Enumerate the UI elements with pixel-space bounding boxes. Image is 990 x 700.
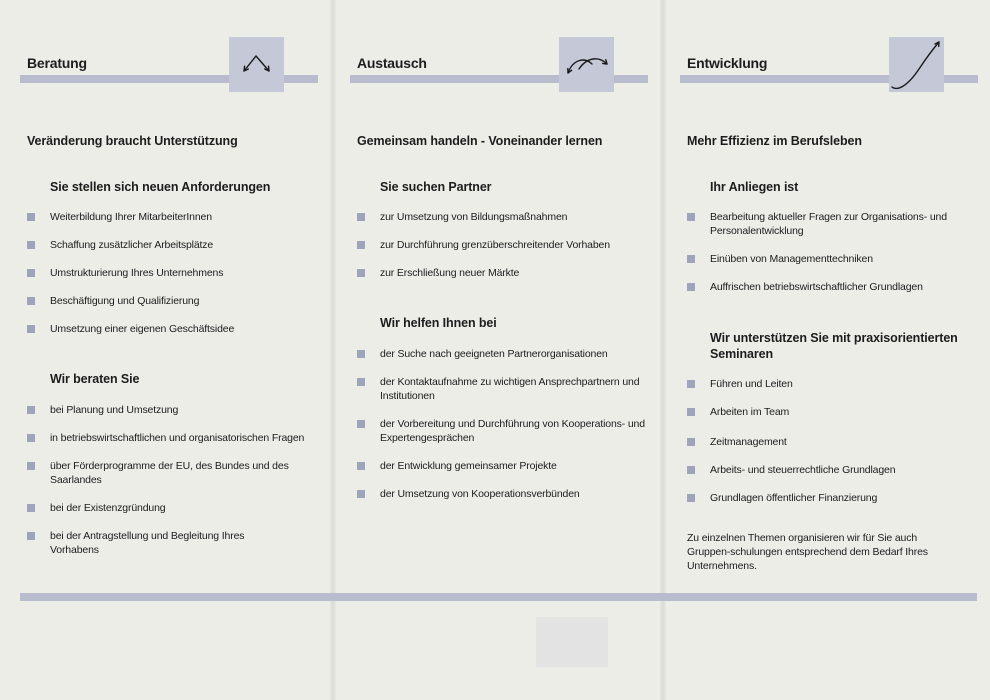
panel-heading: Veränderung braucht Unterstützung	[27, 134, 238, 148]
panel-beratung	[0, 0, 305, 600]
icon-box	[889, 37, 944, 92]
list-item: Umstrukturierung Ihres Unternehmens	[27, 266, 310, 280]
list-item: Weiterbildung Ihrer MitarbeiterInnen	[27, 210, 310, 224]
list-item: Schaffung zusätzlicher Arbeitsplätze	[27, 238, 310, 252]
list-item: Grundlagen öffentlicher Finanzierung	[687, 491, 970, 505]
list-item: Arbeits- und steuerrechtliche Grundlagen	[687, 463, 970, 477]
note-text: Zu einzelnen Themen organisieren wir für Sie auch Gruppen-schulungen entsprechend dem Bedarf Ihres Unternehmens.	[687, 532, 928, 572]
section-title: Sie suchen Partner	[380, 180, 492, 194]
diverging-arrows-icon	[229, 37, 284, 92]
list-item: in betriebswirtschaftlichen und organisatorischen Fragen	[27, 431, 330, 445]
panel-heading: Gemeinsam handeln - Voneinander lernen	[357, 134, 603, 148]
panel-title: Austausch	[357, 55, 427, 71]
panel-austausch	[330, 0, 645, 600]
list-item: der Umsetzung von Kooperationsverbünden	[357, 487, 650, 501]
list-item: bei der Antragstellung und Begleitung Ihres Vorhabens	[27, 529, 250, 557]
panel-title: Entwicklung	[687, 55, 768, 71]
panel-heading: Mehr Effizienz im Berufsleben	[687, 134, 862, 148]
section-title: Wir beraten Sie	[50, 372, 140, 386]
panel-title: Beratung	[27, 55, 87, 71]
list-item: bei Planung und Umsetzung	[27, 403, 310, 417]
icon-box	[229, 37, 284, 92]
list-item: zur Umsetzung von Bildungsmaßnahmen	[357, 210, 650, 224]
list-item: bei der Existenzgründung	[27, 501, 310, 515]
exchange-arrows-icon	[559, 37, 614, 92]
section-title: Sie stellen sich neuen Anforderungen	[50, 180, 271, 194]
bottom-bar	[20, 593, 977, 601]
list-item: Führen und Leiten	[687, 377, 970, 391]
list-item: zur Erschließung neuer Märkte	[357, 266, 650, 280]
list-item: der Kontaktaufnahme zu wichtigen Ansprechpartnern und Institutionen	[357, 375, 650, 403]
list-item: Einüben von Managementtechniken	[687, 252, 970, 266]
rising-curve-arrow-icon	[889, 37, 944, 92]
section-title: Wir unterstützen Sie mit praxisorientierten Seminaren	[710, 331, 958, 361]
list-item: Bearbeitung aktueller Fragen zur Organisations- und Personalentwicklung	[687, 210, 950, 238]
icon-box	[559, 37, 614, 92]
section-title: Wir helfen Ihnen bei	[380, 316, 497, 330]
list-item: Zeitmanagement	[687, 435, 970, 449]
panel-entwicklung	[660, 0, 960, 600]
list-item: Arbeiten im Team	[687, 405, 970, 419]
section-title: Ihr Anliegen ist	[710, 180, 799, 194]
list-item: der Suche nach geeigneten Partnerorganisationen	[357, 347, 650, 361]
list-item: der Vorbereitung und Durchführung von Kooperations- und Expertengesprächen	[357, 417, 665, 445]
list-item: Beschäftigung und Qualifizierung	[27, 294, 310, 308]
list-item: über Förderprogramme der EU, des Bundes und des Saarlandes	[27, 459, 290, 487]
list-item: Auffrischen betriebswirtschaftlicher Grundlagen	[687, 280, 970, 294]
list-item: Umsetzung einer eigenen Geschäftsidee	[27, 322, 310, 336]
list-item: der Entwicklung gemeinsamer Projekte	[357, 459, 650, 473]
list-item: zur Durchführung grenzüberschreitender Vorhaben	[357, 238, 650, 252]
show-through-patch	[536, 617, 608, 667]
